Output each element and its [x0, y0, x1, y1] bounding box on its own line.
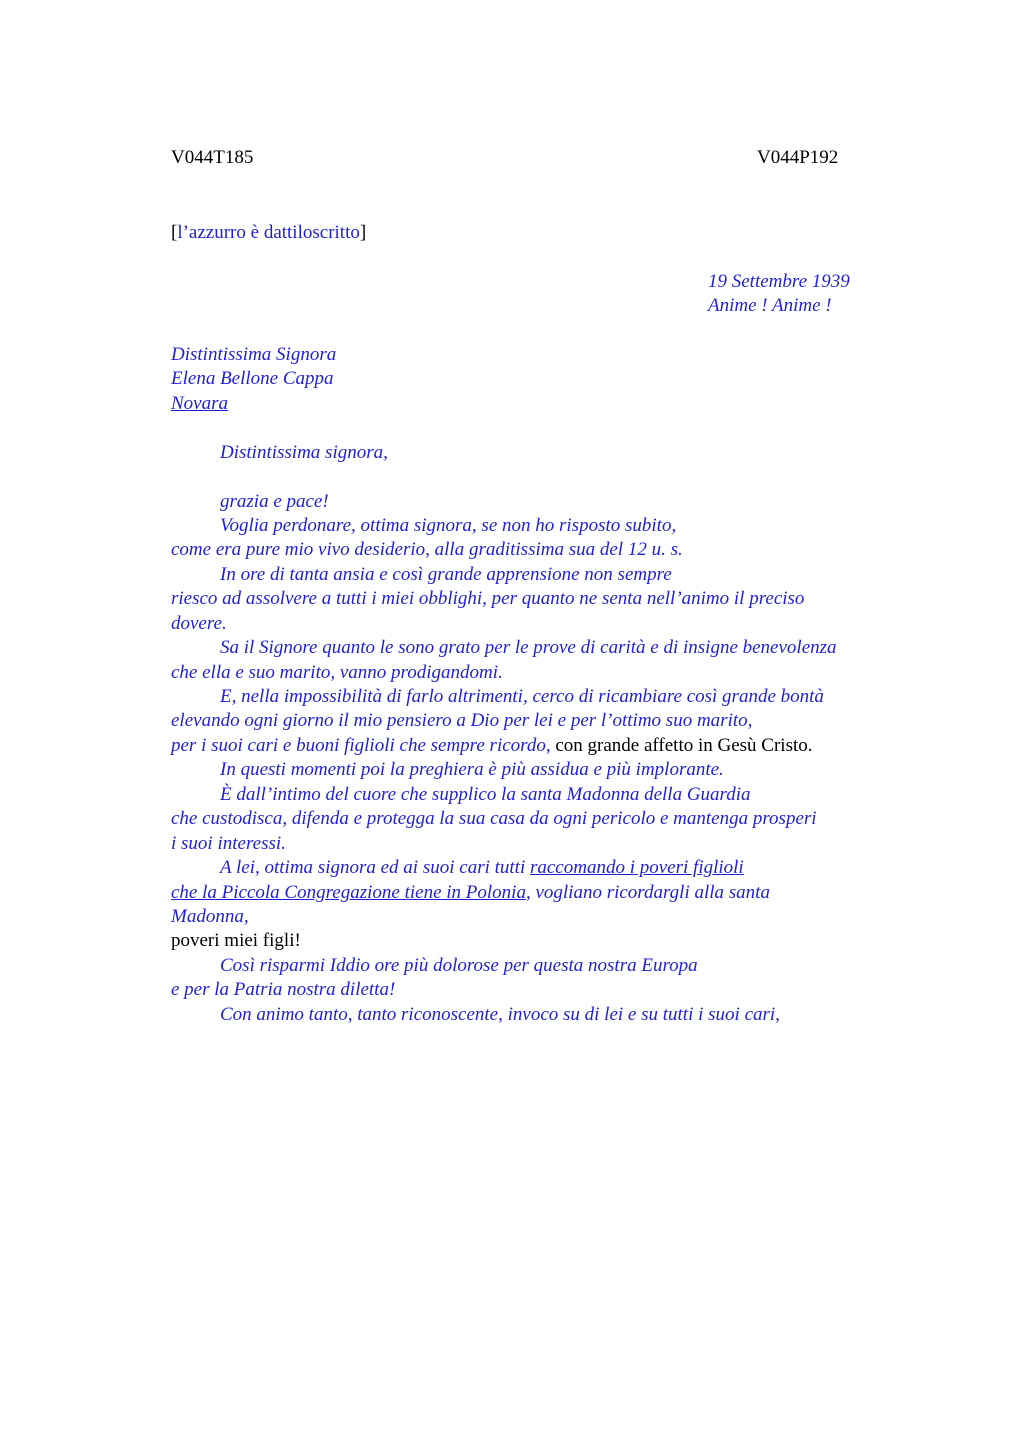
address-line-2: Elena Bellone Cappa — [171, 368, 334, 389]
underlined-phrase: che la Piccola Congregazione tiene in Polonia — [171, 882, 526, 903]
body-line — [220, 856, 744, 880]
handwritten-addition: con grande affetto in Gesù Cristo. — [550, 735, 813, 756]
body-line — [171, 734, 813, 758]
body-line — [171, 881, 770, 905]
body-line-part: , vogliano ricordargli alla santa — [525, 882, 770, 903]
letter-date: 19 Settembre 1939 — [708, 271, 850, 292]
body-line: Sa il Signore quanto le sono grato per le prove di carità e di insigne benevolenza — [220, 637, 837, 658]
body-line: Così risparmi Iddio ore più dolorose per questa nostra Europa — [220, 955, 698, 976]
underlined-phrase: raccomando i poveri figlioli — [529, 857, 744, 878]
body-line: Con animo tanto, tanto riconoscente, invoco su di lei e su tutti i suoi cari, — [220, 1004, 780, 1025]
body-line: come era pure mio vivo desiderio, alla graditissima sua del 12 u. s. — [171, 539, 683, 560]
body-line: i suoi interessi. — [171, 833, 286, 854]
body-line: che custodisca, difenda e protegga la sua casa da ogni pericolo e mantenga prosperi — [171, 808, 817, 829]
body-line-part: per i suoi cari e buoni figlioli che sempre ricordo, — [171, 735, 551, 756]
body-line: dovere. — [171, 613, 227, 634]
body-line: riesco ad assolvere a tutti i miei obblighi, per quanto ne senta nell’animo il preciso — [171, 588, 805, 609]
salutation: Distintissima signora, — [220, 442, 388, 463]
address-city: Novara — [171, 393, 228, 414]
address-line-1: Distintissima Signora — [171, 344, 337, 365]
note-bracket-close: ] — [359, 222, 367, 243]
body-line: che ella e suo marito, vanno prodigandomi. — [171, 662, 503, 683]
letter-motto: Anime ! Anime ! — [708, 295, 832, 316]
body-line: È dall’intimo del cuore che supplico la santa Madonna della Guardia — [220, 784, 751, 805]
note-text: l’azzurro è dattiloscritto — [177, 222, 360, 243]
document-ref-left: V044T185 — [171, 147, 254, 168]
body-line: e per la Patria nostra diletta! — [171, 979, 396, 1000]
body-line-part: A lei, ottima signora ed ai suoi cari tutti — [220, 857, 530, 878]
greeting: grazia e pace! — [220, 491, 329, 512]
body-line: elevando ogni giorno il mio pensiero a Dio per lei e per l’ottimo suo marito, — [171, 710, 753, 731]
handwritten-line: poveri miei figli! — [171, 930, 301, 951]
document-ref-right: V044P192 — [757, 147, 839, 168]
note-bracket-open: [ — [171, 222, 178, 243]
body-line: Madonna, — [171, 906, 249, 927]
body-line: In questi momenti poi la preghiera è più assidua e più implorante. — [220, 759, 724, 780]
body-line: In ore di tanta ansia e così grande apprensione non sempre — [220, 564, 672, 585]
typescript-note — [171, 221, 366, 245]
body-line: Voglia perdonare, ottima signora, se non ho risposto subito, — [220, 515, 677, 536]
body-line: E, nella impossibilità di farlo altrimenti, cerco di ricambiare così grande bontà — [220, 686, 824, 707]
